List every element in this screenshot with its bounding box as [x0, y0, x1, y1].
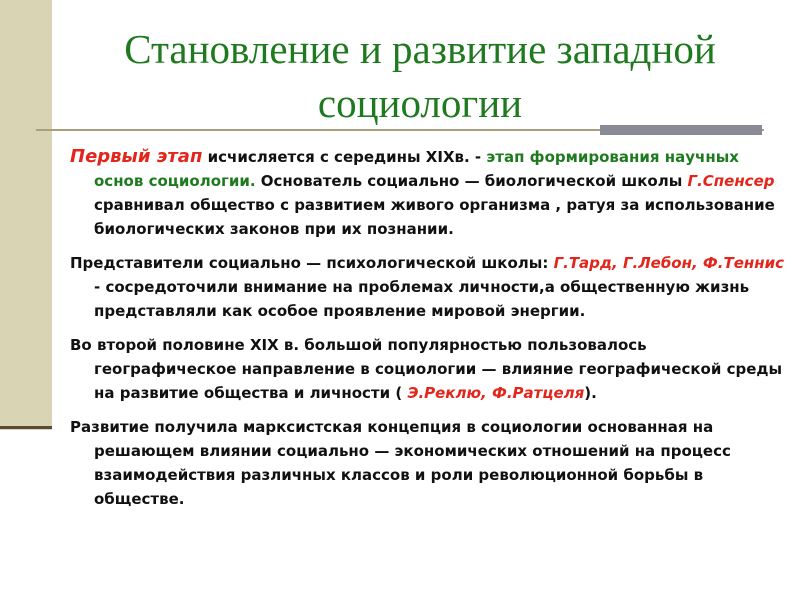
paragraph-psychological-school [70, 251, 788, 323]
paragraph-marxist-concept [70, 415, 788, 511]
title-divider-bar [600, 125, 762, 135]
highlight-phrase: этап формирования научных основ социологии. [94, 148, 739, 190]
slide-body [70, 145, 788, 521]
person-names: Э.Реклю, Ф.Ратцеля [407, 384, 585, 402]
paragraph-text: исчисляется с середины XIXв. - [202, 148, 487, 166]
paragraph-text: - сосредоточили внимание на проблемах личности,а общественную жизнь представляли как особое проявление мировой энергии. [94, 278, 750, 320]
paragraph-text: Во второй половине XIX в. большой популярностью пользовалось географическое направление в социологии — влияние географической среды на развитие общества и личности ( [70, 336, 783, 402]
sidebar-rule [0, 426, 52, 429]
paragraph-text: ). [584, 384, 597, 402]
lead-phrase: Первый этап [70, 146, 203, 167]
paragraph-first-stage [70, 145, 788, 241]
slide-title: Становление и развитие западной социологии [124, 26, 716, 126]
sidebar-decoration [0, 0, 52, 430]
person-names: Г.Тард, Г.Лебон, Ф.Теннис [553, 254, 785, 272]
person-name: Г.Спенсер [687, 172, 775, 190]
paragraph-geographic-direction [70, 333, 788, 405]
paragraph-text: Основатель социально — биологической школы [255, 172, 688, 190]
paragraph-text: Представители социально — психологической школы: [70, 254, 554, 272]
paragraph-text: Развитие получила марксистская концепция в социологии основанная на решающем влиянии социально — экономических отношений на процесс взаимодействия различных классов и роли революционной борьбы в обществе. [70, 418, 731, 508]
paragraph-text: сравнивал общество с развитием живого организма , ратуя за использование биологических законов при их познании. [94, 196, 775, 238]
